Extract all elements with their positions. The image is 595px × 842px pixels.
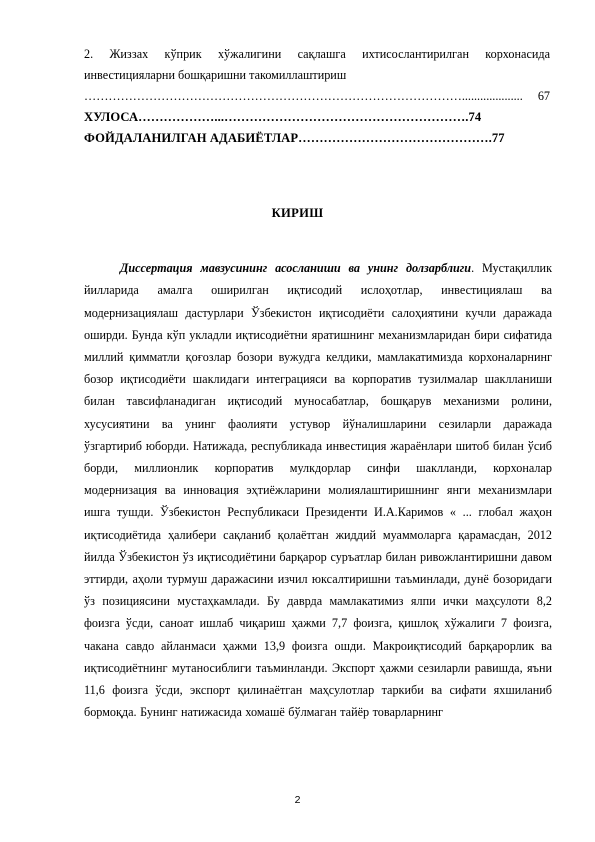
toc-item-conclusion-title: ХУЛОСА………………...………………………………………………… <box>84 110 466 124</box>
toc-item-references[interactable] <box>84 128 550 149</box>
toc-item-2-page: 67 <box>537 89 550 103</box>
toc-item-2[interactable] <box>84 44 550 86</box>
table-of-contents <box>84 44 550 149</box>
paragraph-lead: Диссертация мавзусининг асосланиши ва унинг долзарблиги <box>120 261 472 276</box>
section-heading: КИРИШ <box>271 206 324 220</box>
paragraph-text: . Мустақиллик йилларида амалга оширилган иқтисодий ислоҳотлар, инвестициялаш ва модернизациялаш дастурлари Ўзбекистон иқтисодиёти салоҳиятини кучли даражада оширди. Бунда кўп укладли иқтисодиётни яратишнинг механизмларидан бири сифатида миллий қимматли қоғозлар бозори вужудга келдики, мамлакатимизда корхоналарнинг бозор иқтисодиёти шаклидаги интеграцияси ва корпоратив тузилмалар шаклланиши билан тавсифланадиган иқтисодий муносабатлар, бошқарув механизми ролини, хусусиятини ва унинг фаолияти устувор йўналишларини сезиларли даражада ўзгартириб юборди. Натижада, республикада инвестиция жараёнлари шитоб билан ўсиб борди, миллионлик корпоратив мулкдорлар синфи шаклланди, корхоналар модернизация ва инновация эҳтиёжларини молиялаштиришнинг янги механизмлари ишга тушди. Ўзбекистон Республикаси Президенти И.А.Каримов « ... глобал жаҳон иқтисодиётида ҳалибери сақланиб қолаётган жиддий муаммоларга қарамасдан, 2012 йилда Ўзбекистон ўз иқтисодиётини барқарор суръатлар билан ривожлантиришни давом эттирди, аҳоли турмуш даражасини изчил юксалтиришни таъминлади, дунё бозоридаги ўз позициясини мустаҳкамлади. Бу даврда мамлакатимиз ялпи ички маҳсулоти 8,2 фоизга ўсди, саноат ишлаб чиқариш ҳажми 7,7 фоизга, қишлоқ хўжалиги 7 фоизга, чакана савдо айланмаси ҳажми 13,9 фоизга ошди. Макроиқтисодий барқарорлик ва иқтисодиётнинг мутаносиблиги таъминланди. Экспорт ҳажми сезиларли равишда, яъни 11,6 фоизга ўсди, экспорт қилинаётган маҳсулотлар таркиби ва сифати яхшиланиб бормоқда. Бунинг натижасида хомашё бўлмаган тайёр товарларнинг <box>84 261 552 720</box>
toc-item-conclusion-page: .74 <box>465 110 482 124</box>
body-paragraph <box>84 257 552 723</box>
toc-item-2-dots: ………………………………………………………………………………….................... <box>84 89 523 103</box>
toc-item-2-leader <box>84 86 550 107</box>
toc-item-references-title: ФОЙДАЛАНИЛГАН АДАБИЁТЛАР……………………………………… <box>84 131 489 145</box>
toc-item-references-page: .77 <box>488 131 505 145</box>
toc-item-conclusion[interactable] <box>84 107 550 128</box>
page-number: 2 <box>294 794 301 806</box>
toc-item-2-title: 2. Жиззах кўприк хўжалигини сақлашга ихтисослантирилган корхонасида инвестицияларни бошқаришни такомиллаштириш <box>84 47 550 82</box>
